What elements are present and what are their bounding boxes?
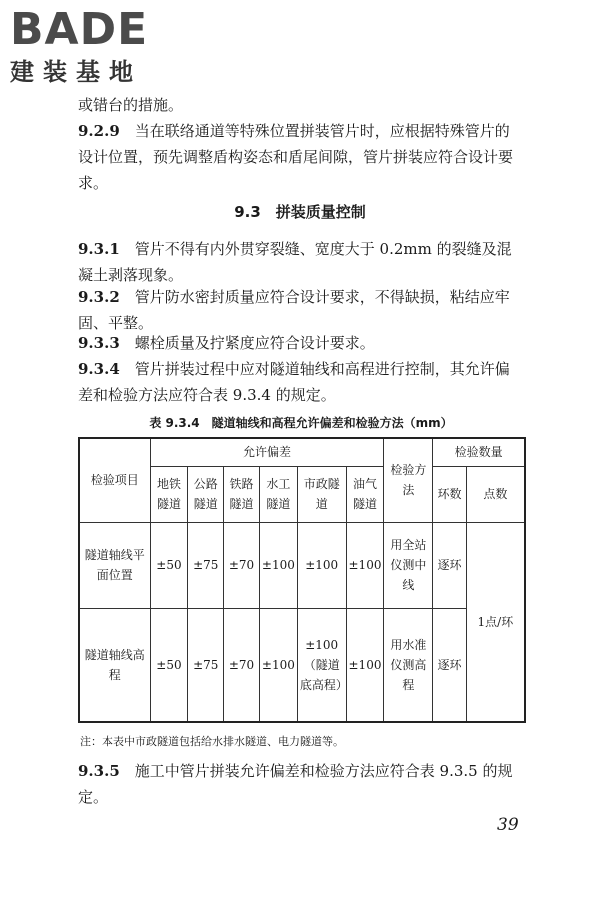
- logo-text-cn: 建装基地: [10, 58, 142, 86]
- clause-9-2-9: [78, 118, 524, 196]
- table-row: [79, 608, 525, 722]
- cell-hydro: ±100: [259, 522, 297, 608]
- row-item: 隧道轴线高程: [79, 608, 150, 722]
- cell-oilgas: ±100: [346, 608, 384, 722]
- clause-text: 管片防水密封质量应符合设计要求，不得缺损，粘结应牢固、平整。: [78, 288, 510, 332]
- table-note: 注：本表中市政隧道包括给水排水隧道、电力隧道等。: [80, 735, 344, 748]
- clause-number: 9.3.1: [78, 240, 120, 258]
- section-title: 9.3 拼装质量控制: [234, 203, 366, 221]
- clause-9-3-3: [78, 330, 524, 356]
- cell-highway: ±75: [188, 608, 224, 722]
- cell-metro: ±50: [150, 608, 188, 722]
- cell-rings: 逐环: [433, 522, 466, 608]
- cell-method: 用全站仪测中线: [384, 522, 433, 608]
- cell-railway: ±70: [224, 522, 260, 608]
- clause-text: 螺栓质量及拧紧度应符合设计要求。: [134, 334, 375, 352]
- clause-number: 9.3.4: [78, 360, 120, 378]
- paragraph-text: 或错台的措施。: [78, 96, 184, 114]
- clause-9-3-5: [78, 758, 524, 810]
- clause-number: 9.3.2: [78, 288, 120, 306]
- cell-railway: ±70: [224, 608, 260, 722]
- header-tolerance: 允许偏差: [150, 438, 384, 466]
- cell-method: 用水准仪测高程: [384, 608, 433, 722]
- header-method: 检验方法: [384, 438, 433, 522]
- cell-oilgas: ±100: [346, 522, 384, 608]
- header-highway: 公路隧道: [188, 466, 224, 522]
- clause-text: 管片不得有内外贯穿裂缝、宽度大于 0.2mm 的裂缝及混凝土剥落现象。: [78, 240, 512, 284]
- paragraph-continuation: [78, 92, 524, 118]
- header-rings: 环数: [433, 466, 466, 522]
- page-number: 39: [497, 815, 519, 835]
- publisher-logo: [10, 6, 148, 86]
- clause-9-3-1: [78, 236, 524, 288]
- header-municipal: 市政隧道: [297, 466, 346, 522]
- row-item: 隧道轴线平面位置: [79, 522, 150, 608]
- cell-municipal: ±100（隧道底高程）: [297, 608, 346, 722]
- header-hydro: 水工隧道: [259, 466, 297, 522]
- header-oilgas: 油气隧道: [346, 466, 384, 522]
- header-points: 点数: [466, 466, 525, 522]
- clause-number: 9.3.5: [78, 762, 120, 780]
- logo-text-en: BADE: [10, 4, 149, 55]
- clause-text: 当在联络通道等特殊位置拼装管片时，应根据特殊管片的设计位置，预先调整盾构姿态和盾尾间隙，管片拼装应符合设计要求。: [78, 122, 514, 192]
- cell-highway: ±75: [188, 522, 224, 608]
- header-quantity: 检验数量: [433, 438, 525, 466]
- cell-points: 1点/环: [466, 522, 525, 722]
- header-railway: 铁路隧道: [224, 466, 260, 522]
- clause-text: 施工中管片拼装允许偏差和检验方法应符合表 9.3.5 的规定。: [78, 762, 513, 806]
- clause-9-3-4: [78, 356, 524, 408]
- cell-metro: ±50: [150, 522, 188, 608]
- tolerance-table: [78, 437, 526, 723]
- header-item: 检验项目: [79, 438, 150, 522]
- cell-municipal: ±100: [297, 522, 346, 608]
- table-caption: 表 9.3.4 隧道轴线和高程允许偏差和检验方法（mm）: [149, 416, 453, 430]
- clause-number: 9.2.9: [78, 122, 120, 140]
- clause-number: 9.3.3: [78, 334, 120, 352]
- cell-rings: 逐环: [433, 608, 466, 722]
- cell-hydro: ±100: [259, 608, 297, 722]
- table-row: [79, 522, 525, 608]
- header-metro: 地铁隧道: [150, 466, 188, 522]
- clause-9-3-2: [78, 284, 524, 336]
- clause-text: 管片拼装过程中应对隧道轴线和高程进行控制，其允许偏差和检验方法应符合表 9.3.4 的规定。: [78, 360, 510, 404]
